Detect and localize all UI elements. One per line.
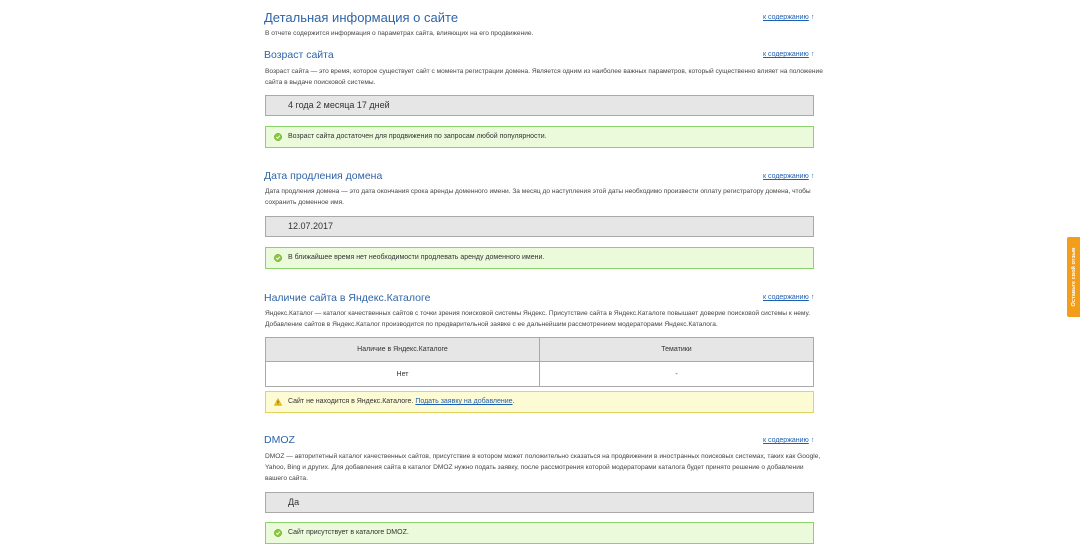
domain-status-note: [265, 247, 814, 269]
section-title-domain: Дата продления домена: [264, 170, 383, 182]
section-description-catalog: Яндекс.Каталог — каталог качественных сайтов с точки зрения поисковой системы Яндекс. Присутствие сайта в Яндекс.Каталоге повышает доверие поисковой системы к нему. Добавление сайтов в Яндекс.Каталог производится по предварительной заявке с ее дальнейшим рассмотрением модераторами Яндекс.Каталога.: [265, 310, 810, 328]
section-title-dmoz: DMOZ: [264, 434, 295, 446]
catalog-note-text: Сайт не находится в Яндекс.Каталоге.: [288, 398, 414, 405]
warning-icon: [274, 398, 282, 406]
table-header-cell: Наличие в Яндекс.Каталоге: [266, 338, 540, 362]
toc-link-label: к содержанию: [763, 437, 809, 444]
dmoz-status-note: [265, 522, 814, 544]
check-icon: [274, 529, 282, 537]
dmoz-value: Да: [265, 492, 814, 513]
dmoz-note-text: Сайт присутствует в каталоге DMOZ.: [288, 529, 409, 536]
arrow-up-icon: ↑: [810, 173, 815, 180]
section-description-dmoz: DMOZ — авторитетный каталог качественных сайтов, присутствие в котором может положительно сказаться на продвижении в иностранных поисковых системах, таких как Google, Yahoo, Bing и других. Для добавления сайта в каталог DMOZ нужно подать заявку, после рассмотрения которой модераторами каталога будет принято решение о добавлении вашего сайта.: [265, 453, 821, 482]
catalog-table: [265, 337, 814, 387]
section-title-catalog: Наличие сайта в Яндекс.Каталоге: [264, 292, 431, 304]
toc-link-dmoz[interactable]: [763, 437, 814, 444]
section-description-age: Возраст сайта — это время, которое существует сайт с момента регистрации домена. Является одним из наиболее важных параметров, который существенно влияет на положение сайта в выдаче поисковой системы.: [265, 68, 823, 86]
table-header-cell: Тематики: [540, 338, 814, 362]
catalog-status-note: [265, 391, 814, 413]
toc-link-age[interactable]: [763, 51, 814, 58]
toc-link-label: к содержанию: [763, 173, 809, 180]
table-row: [266, 362, 814, 387]
toc-link-domain[interactable]: [763, 173, 814, 180]
section-description-domain: Дата продления домена — это дата окончания срока аренды доменного имени. За месяц до наступления этой даты необходимо произвести оплату регистратору домена, чтобы сохранить доменное имя.: [265, 188, 811, 206]
table-cell: -: [540, 362, 814, 387]
domain-renewal-value: 12.07.2017: [265, 216, 814, 237]
table-header-row: [266, 338, 814, 362]
domain-note-text: В ближайшее время нет необходимости продлевать аренду доменного имени.: [288, 254, 545, 261]
submit-application-link[interactable]: Подать заявку на добавление: [415, 398, 513, 405]
toc-link-label: к содержанию: [763, 14, 809, 21]
arrow-up-icon: ↑: [810, 51, 815, 58]
arrow-up-icon: ↑: [810, 14, 815, 21]
page-subtitle: В отчете содержится информация о параметрах сайта, влияющих на его продвижение.: [265, 30, 534, 37]
arrow-up-icon: ↑: [810, 437, 815, 444]
age-value: 4 года 2 месяца 17 дней: [265, 95, 814, 116]
toc-link-header[interactable]: [763, 14, 814, 21]
feedback-tab[interactable]: [1067, 237, 1080, 317]
toc-link-label: к содержанию: [763, 294, 809, 301]
check-icon: [274, 133, 282, 141]
toc-link-label: к содержанию: [763, 51, 809, 58]
check-icon: [274, 254, 282, 262]
toc-link-catalog[interactable]: [763, 294, 814, 301]
age-note-text: Возраст сайта достаточен для продвижения по запросам любой популярности.: [288, 133, 547, 140]
section-title-age: Возраст сайта: [264, 49, 334, 61]
age-status-note: [265, 126, 814, 148]
feedback-tab-label: Оставьте свой отзыв: [1070, 247, 1077, 307]
catalog-note-end: .: [512, 398, 515, 405]
page-title: Детальная информация о сайте: [264, 10, 459, 25]
table-cell: Нет: [266, 362, 540, 387]
arrow-up-icon: ↑: [810, 294, 815, 301]
